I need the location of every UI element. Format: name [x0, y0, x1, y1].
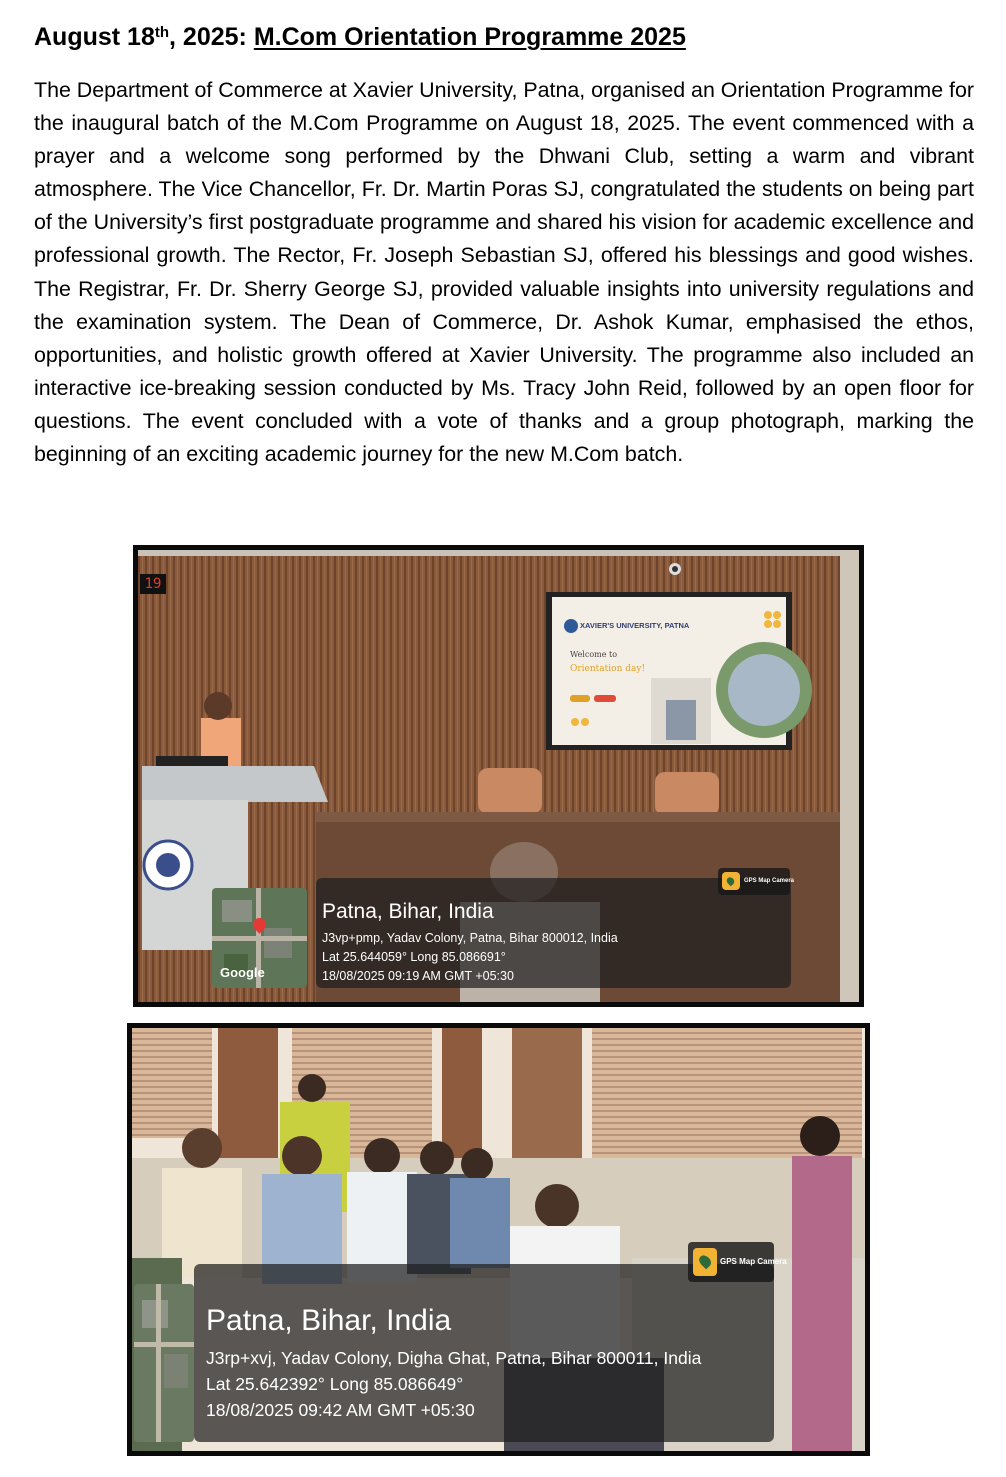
- gps-timestamp: 18/08/2025 09:19 AM GMT +05:30: [322, 969, 514, 983]
- screen-title: XAVIER'S UNIVERSITY, PATNA: [580, 621, 690, 630]
- gps-camera-label: GPS Map Camera: [744, 878, 795, 884]
- page-heading: [34, 20, 686, 54]
- gps-timestamp: 18/08/2025 09:42 AM GMT +05:30: [206, 1400, 475, 1420]
- gps-city: Patna, Bihar, India: [206, 1304, 452, 1337]
- gps-address: J3vp+pmp, Yadav Colony, Patna, Bihar 800012, India: [322, 931, 618, 945]
- heading-title: M.Com Orientation Programme 2025: [253, 23, 686, 51]
- heading-date-suffix: th: [154, 24, 170, 41]
- gps-coordinates: Lat 25.644059° Long 85.086691°: [322, 950, 506, 964]
- map-provider-label: Google: [220, 965, 265, 980]
- gps-camera-icon: [693, 1248, 717, 1276]
- map-thumbnail: [134, 1284, 194, 1442]
- gps-city: Patna, Bihar, India: [322, 900, 494, 923]
- gps-camera-label: GPS Map Camera: [720, 1257, 787, 1266]
- gps-address: J3rp+xvj, Yadav Colony, Digha Ghat, Patna, Bihar 800011, India: [206, 1348, 702, 1368]
- gps-camera-icon: [722, 872, 740, 890]
- screen-event: Orientation day!: [570, 664, 646, 674]
- gps-coordinates: Lat 25.642392° Long 85.086649°: [206, 1374, 464, 1394]
- article-body: The Department of Commerce at Xavier University, Patna, organised an Orientation Programme for the inaugural batch of the M.Com Programme on August 18, 2025. The event commenced with a prayer and a welcome song performed by the Dhwani Club, setting a warm and vibrant atmosphere. The Vice Chancellor, Fr. Dr. Martin Poras SJ, congratulated the students on being part of the University’s first postgraduate programme and shared his vision for academic excellence and professional growth. The Rector, Fr. Joseph Sebastian SJ, offered his blessings and good wishes. The Registrar, Fr. Dr. Sherry George SJ, provided valuable insights into university regulations and the examination system. The Dean of Commerce, Dr. Ashok Kumar, emphasised the ethos, opportunities, and holistic growth offered at Xavier University. The programme also included an interactive ice-breaking session conducted by Ms. Tracy John Reid, followed by an open floor for questions. The event concluded with a vote of thanks and a group photograph, marking the beginning of an exciting academic journey for the new M.Com batch.: [34, 78, 975, 467]
- heading-date-tail: , 2025:: [169, 23, 254, 51]
- gps-camera-badge: [688, 1242, 787, 1282]
- gps-camera-badge: [718, 868, 795, 895]
- event-photo-students: [127, 1023, 870, 1456]
- screen-welcome: Welcome to: [570, 650, 618, 659]
- heading-date: August 18: [34, 23, 155, 51]
- event-photo-auditorium: [133, 545, 864, 1007]
- digital-clock: 19: [140, 574, 166, 594]
